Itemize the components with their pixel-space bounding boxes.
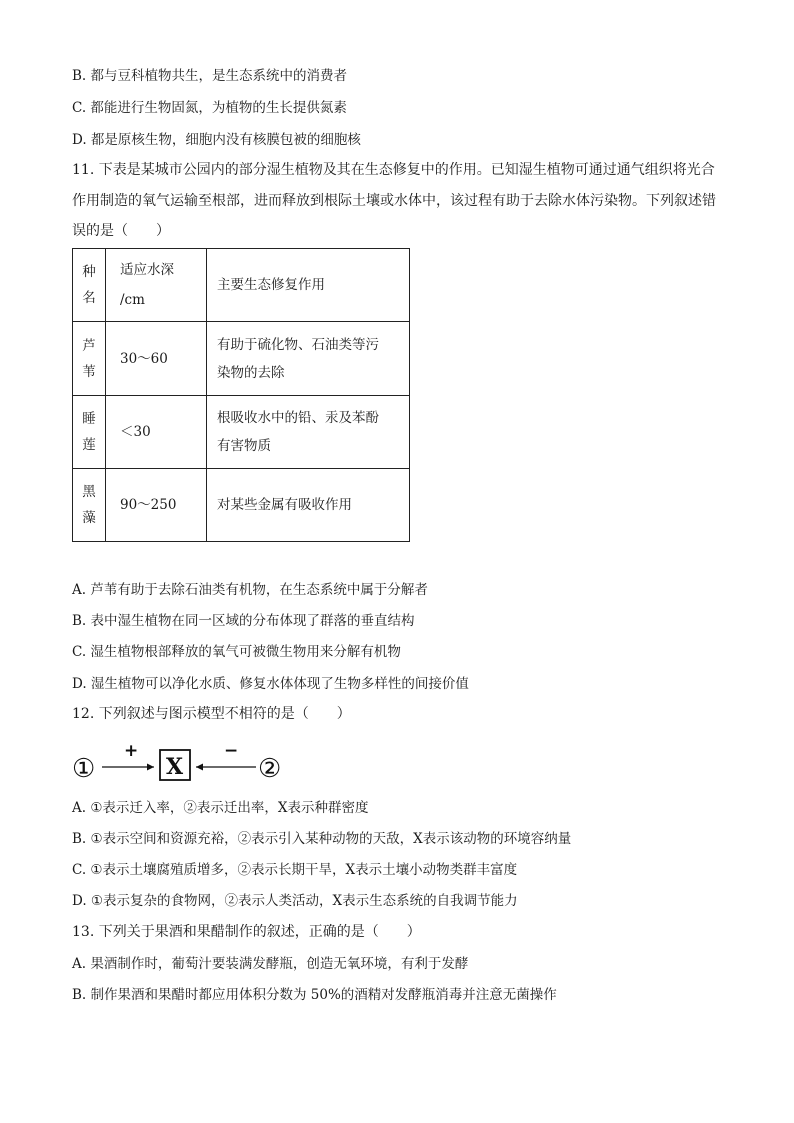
plant-name-cell <box>73 469 106 542</box>
depth-cell: 90～250 <box>106 469 207 542</box>
q12-option-d: D. ①表示复杂的食物网，②表示人类活动，X表示生态系统的自我调节能力 <box>72 893 518 909</box>
diagram-minus-sign: − <box>224 742 239 761</box>
q12-option-a: A. ①表示迁入率，②表示迁出率，X表示种群密度 <box>72 800 369 816</box>
q10-option-b: B. 都与豆科植物共生，是生态系统中的消费者 <box>72 68 348 84</box>
role-cell: 对某些金属有吸收作用 <box>207 469 410 542</box>
q11-option-b: B. 表中湿生植物在同一区域的分布体现了群落的垂直结构 <box>72 613 415 629</box>
plant-name-char: 睡 <box>82 411 96 427</box>
q11-stem-line1: 11. 下表是某城市公园内的部分湿生植物及其在生态修复中的作用。已知湿生植物可通过通气组织将光合 <box>72 162 715 178</box>
header-eco-role: 主要生态修复作用 <box>207 249 410 322</box>
wetland-plant-table <box>72 248 410 542</box>
q12-option-b: B. ①表示空间和资源充裕，②表示引入某种动物的天敌，X表示该动物的环境容纳量 <box>72 831 572 847</box>
role-line: 有害物质 <box>217 438 271 454</box>
header-depth-line1: 适应水深 <box>120 262 174 278</box>
arrow-left-head <box>147 764 154 771</box>
q13-option-b: B. 制作果酒和果醋时都应用体积分数为 50%的酒精对发酵瓶消毒并注意无菌操作 <box>72 987 557 1003</box>
q11-option-c: C. 湿生植物根部释放的氧气可被微生物用来分解有机物 <box>72 644 401 660</box>
role-line: 有助于硫化物、石油类等污 <box>217 336 379 353</box>
diagram-plus-sign: + <box>124 742 139 761</box>
header-water-depth <box>106 249 207 322</box>
table-row <box>73 396 410 469</box>
role-cell <box>207 322 410 396</box>
depth-cell: ＜30 <box>106 396 207 469</box>
q11-option-d: D. 湿生植物可以净化水质、修复水体体现了生物多样性的间接价值 <box>72 676 469 692</box>
plant-name-char: 芦 <box>82 337 96 354</box>
diagram-center-label: X <box>166 754 184 780</box>
model-diagram <box>72 742 302 790</box>
q10-option-c: C. 都能进行生物固氮，为植物的生长提供氮素 <box>72 100 347 116</box>
q12-stem: 12. 下列叙述与图示模型不相符的是（ ） <box>72 706 351 722</box>
plant-name-char: 莲 <box>82 437 96 453</box>
plant-name-char: 苇 <box>82 363 96 380</box>
arrow-right-head <box>196 764 203 771</box>
diagram-left-label: ① <box>72 754 96 784</box>
q10-option-d: D. 都是原核生物，细胞内没有核膜包被的细胞核 <box>72 132 361 148</box>
role-cell <box>207 396 410 469</box>
q13-option-a: A. 果酒制作时，葡萄汁要装满发酵瓶，创造无氧环境，有利于发酵 <box>72 956 469 972</box>
table-row <box>73 322 410 396</box>
depth-cell: 30～60 <box>106 322 207 396</box>
table-row <box>73 469 410 542</box>
plant-name-char: 藻 <box>82 510 96 526</box>
q13-stem: 13. 下列关于果酒和果醋制作的叙述，正确的是（ ） <box>72 924 421 940</box>
table-header-row <box>73 249 410 322</box>
role-line: 根吸收水中的铅、汞及苯酚 <box>217 410 379 426</box>
header-plant-char2: 名 <box>82 290 96 306</box>
diagram-right-label: ② <box>258 754 282 784</box>
q11-stem-line3: 误的是（ ） <box>72 223 170 239</box>
q12-option-c: C. ①表示土壤腐殖质增多，②表示长期干旱，X表示土壤小动物类群丰富度 <box>72 862 518 878</box>
q11-stem-line2: 作用制造的氧气运输至根部，进而释放到根际土壤或水体中，该过程有助于去除水体污染物。下列叙述错 <box>72 193 716 209</box>
role-line: 染物的去除 <box>217 364 285 381</box>
header-plant-name <box>73 249 106 322</box>
header-depth-line2: /cm <box>120 292 145 308</box>
plant-name-cell <box>73 396 106 469</box>
plant-name-cell <box>73 322 106 396</box>
q11-option-a: A. 芦苇有助于去除石油类有机物，在生态系统中属于分解者 <box>72 582 428 598</box>
plant-name-char: 黑 <box>82 484 96 500</box>
header-plant-char1: 种 <box>82 264 96 280</box>
